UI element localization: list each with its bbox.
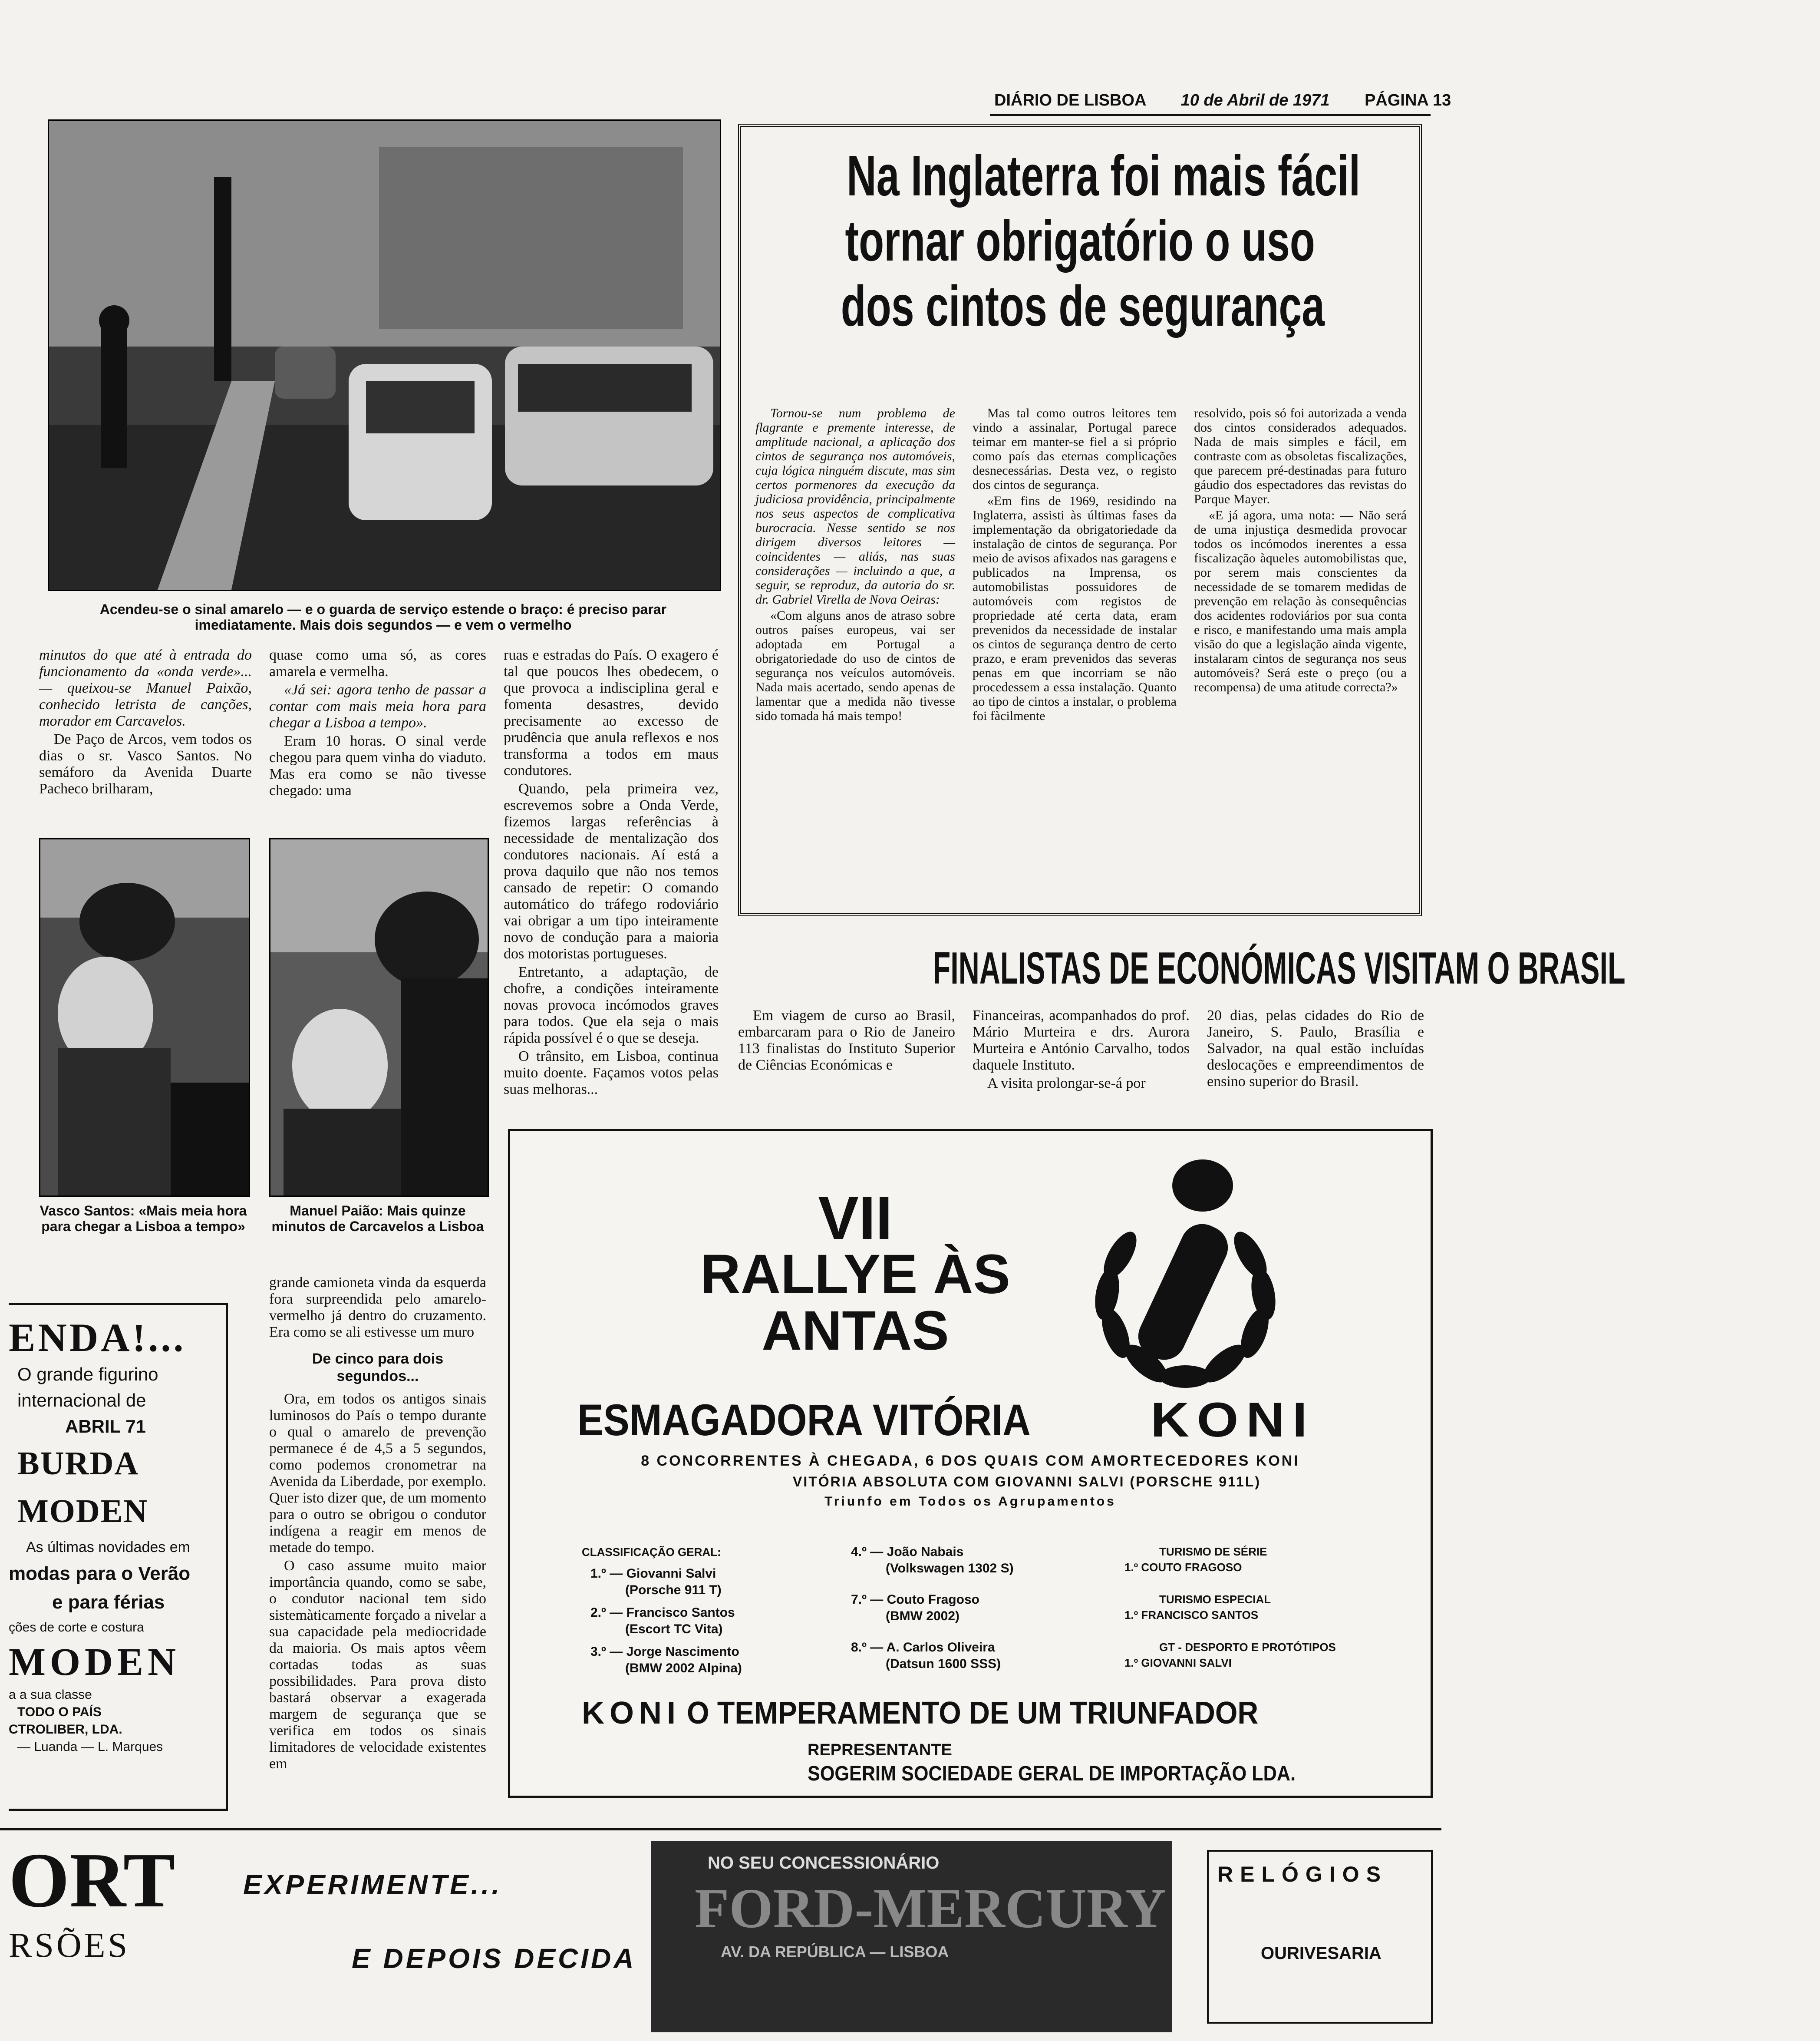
result-pos: 7.º — Couto Fragoso — [851, 1592, 979, 1607]
paragraph: Financeiras, acompanhados do prof. Mário Murteira e drs. Aurora Murteira e António Carvalho, todos daquele Instituto. — [973, 1007, 1190, 1073]
paragraph: Em viagem de curso ao Brasil, embarcaram para o Rio de Janeiro 113 finalistas do Instituto Superior de Ciências Económicas e — [738, 1007, 955, 1073]
manuel-paixao-caption: Manuel Paião: Mais quinze minutos de Carcavelos a Lisboa — [271, 1203, 484, 1234]
result-pos: 8.º — A. Carlos Oliveira — [851, 1640, 995, 1655]
koni-sub-1: 8 CONCORRENTES À CHEGADA, 6 DOS QUAIS COM AMORTECEDORES KONI — [641, 1453, 1300, 1469]
relogios-text: RELÓGIOS — [1217, 1862, 1388, 1886]
koni-classification — [582, 1544, 1363, 1683]
koni-headline-text: ESMAGADORA VITÓRIA — [577, 1395, 1031, 1445]
caption-line-1: Acendeu-se o sinal amarelo — e o guarda de serviço estende o braço: é preciso parar — [99, 601, 667, 617]
result-3 — [590, 1644, 742, 1677]
class-title: CLASSIFICAÇÃO GERAL: — [582, 1546, 721, 1559]
bottom-ad-right — [1207, 1850, 1433, 2024]
rep-name: SOGERIM SOCIEDADE GERAL DE IMPORTAÇÃO LDA. — [808, 1762, 1296, 1785]
masthead — [994, 91, 1451, 113]
traffic-photo-caption — [48, 601, 719, 633]
inglaterra-col-2 — [973, 406, 1177, 905]
subhead: De cinco para dois segundos... — [312, 1351, 444, 1384]
experimente-text: EXPERIMENTE... — [243, 1869, 502, 1900]
inglaterra-headline — [747, 143, 1413, 339]
paragraph: grande camioneta vinda da esquerda fora surpreendida pelo amarelo-vermelho já dentro do cruzamento. Era como se ali estivesse um muro — [269, 1275, 486, 1340]
result-pos: 1.º — Giovanni Salvi — [590, 1566, 716, 1581]
headline-line: Na Inglaterra foi mais fácil — [847, 144, 1361, 208]
paragraph: O caso assume muito maior importância quando, como se sabe, o condutor nacional tem sido sistemàticamente forçado a nivelar a sua capacidade pela mediocridade da maioria. Os mais aptos vêem cortadas todas as suas possibilidades. Para prova disto bastará observar a exagerada margem de segurança que se verifica em todos os sinais limitadores de velocidade existentes em — [269, 1558, 486, 1772]
ford-line-2: FORD-MERCURY — [695, 1877, 1166, 1940]
koni-title-3: ANTAS — [762, 1300, 949, 1362]
koni-slogan — [582, 1694, 1363, 1733]
caption-line-2: imediatamente. Mais dois segundos — e vem o vermelho — [195, 617, 572, 633]
result-car: (Porsche 911 T) — [625, 1583, 722, 1597]
burda-ad-line: modas para o Verão — [9, 1563, 191, 1584]
category-3 — [1124, 1639, 1336, 1671]
bottom-strip-rule — [0, 1828, 1441, 1830]
result-1 — [590, 1565, 722, 1598]
headline-line: tornar obrigatório o uso — [845, 209, 1315, 273]
manuel-paixao-photo-image — [270, 839, 488, 1196]
burda-ad-line: CTROLIBER, LDA. — [9, 1722, 122, 1737]
depois-decida-text: E DEPOIS DECIDA — [352, 1943, 636, 1974]
category-1 — [1124, 1544, 1267, 1575]
result-pos: 4.º — João Nabais — [851, 1545, 964, 1559]
article-left-col-2 — [269, 647, 486, 821]
ourivesaria-text: OURIVESARIA — [1261, 1944, 1381, 1963]
koni-subheads — [582, 1450, 1359, 1511]
traffic-photo-image — [49, 121, 720, 590]
paragraph: Mas tal como outros leitores tem vindo a assinalar, Portugal parece teimar em manter-se fiel a si próprio como país das eternas complicações desnecessárias. Desta vez, o registo dos cintos de segurança. — [973, 406, 1177, 492]
burda-ad-line: MODEN — [9, 1641, 180, 1684]
burda-ad-line: — Luanda — L. Marques — [17, 1740, 163, 1754]
article-left-col-2-continued — [269, 1275, 486, 1787]
inglaterra-col-3 — [1194, 406, 1407, 905]
result-pos: 3.º — Jorge Nascimento — [590, 1645, 739, 1659]
koni-brand-logo: KONI — [1151, 1393, 1315, 1447]
koni-sub-3: Triunfo em Todos os Agrupamentos — [824, 1494, 1116, 1509]
burda-ad-line: e para férias — [52, 1592, 165, 1613]
burda-ad-line: As últimas novidades em — [26, 1539, 190, 1556]
bottom-left-line-1: ORT — [9, 1837, 175, 1923]
burda-ad-line: ABRIL 71 — [65, 1416, 146, 1437]
paragraph: resolvido, pois só foi autorizada a venda dos cintos considerados adequados. Nada de mais simples e fácil, em contraste com as obsoletas fiscalizações, que parecem pré-destinadas para futuro gáudio dos espectadores das revistas do Parque Mayer. — [1194, 406, 1407, 506]
masthead-rule — [990, 114, 1431, 116]
paragraph: Ora, em todos os antigos sinais luminosos do País o tempo durante o qual o amarelo de prevenção permanece é de 4,5 a 5 segundos, como podemos cronometrar na Avenida da Liberdade, por exemplo. Quer isto dizer que, de um momento para o outro se obrigou o condutor indígena a reagir em menos de metade do tempo. — [269, 1391, 486, 1556]
finalistas-headline-text: FINALISTAS DE ECONÓMICAS VISITAM O BRASIL — [933, 943, 1625, 994]
paragraph: «Com alguns anos de atraso sobre outros países europeus, vai ser adoptada em Portugal a obrigatoriedade do uso de cintos de segurança nos veículos automóveis. Nada mais acertado, sendo apenas de lamentar que a medida não tivesse sido tomada há mais tempo! — [755, 608, 955, 723]
result-2 — [590, 1605, 735, 1638]
category-winner: 1.º COUTO FRAGOSO — [1124, 1561, 1242, 1574]
category-title: TURISMO DE SÉRIE — [1159, 1545, 1267, 1558]
koni-ad-title — [677, 1184, 1033, 1362]
bottom-ad-left — [9, 1837, 213, 2032]
laurel-wreath-icon — [1059, 1151, 1311, 1407]
burda-moden-ad — [9, 1303, 228, 1811]
koni-title-1: VII — [818, 1184, 893, 1252]
koni-brand-logo-2: KONI — [582, 1696, 681, 1731]
vasco-santos-caption: Vasco Santos: «Mais meia hora para chegar a Lisboa a tempo» — [40, 1203, 247, 1234]
koni-slogan-text: O TEMPERAMENTO DE UM TRIUNFADOR — [687, 1696, 1259, 1731]
paragraph: quase como uma só, as cores amarela e vermelha. — [269, 647, 486, 680]
result-car: (BMW 2002) — [886, 1609, 960, 1623]
manuel-paixao-photo — [269, 838, 489, 1197]
koni-sub-2: VITÓRIA ABSOLUTA COM GIOVANNI SALVI (PORSCHE 911L) — [792, 1474, 1261, 1489]
paragraph: O trânsito, em Lisboa, continua muito doente. Façamos votos pelas suas melhoras... — [504, 1048, 719, 1097]
result-car: (Volkswagen 1302 S) — [886, 1561, 1014, 1575]
burda-ad-line: internacional de — [17, 1390, 146, 1410]
koni-title-2: RALLYE ÀS — [700, 1243, 1010, 1305]
result-car: (Datsun 1600 SSS) — [886, 1657, 1001, 1671]
paragraph: 20 dias, pelas cidades do Rio de Janeiro, S. Paulo, Brasília e Salvador, na qual estão incluídas deslocações e empreendimentos de ensino superior do Brasil. — [1207, 1007, 1424, 1090]
result-4 — [851, 1544, 1014, 1577]
paragraph: Tornou-se num problema de flagrante e premente interesse, de amplitude nacional, a aplicação dos cintos de segurança nos automóveis, cuja lógica ninguém discute, mas sim certos pormenores da execução da judiciosa providência, principalmente nos seus aspectos de complicativa burocracia. Nesse sentido se nos dirigem diversos leitores — coincidentes — aliás, nas suas considerações — incluindo a que, a seguir, se reproduz, da autoria do sr. dr. Gabriel Virella de Nova Oeiras: — [755, 406, 955, 607]
burda-ad-line: TODO O PAÍS — [17, 1705, 102, 1719]
article-left-col-3 — [504, 647, 719, 1120]
category-title: TURISMO ESPECIAL — [1159, 1593, 1271, 1606]
paragraph: Quando, pela primeira vez, escrevemos sobre a Onda Verde, fizemos largas referências à necessidade de mentalização dos condutores nacionais. Aí está a prova daquilo que não nos temos cansado de repetir: O comando automático do tráfego rodoviário vai obrigar a um tipo inteiramente novo de condução para a maioria dos motoristas portugueses. — [504, 781, 719, 962]
category-title: GT - DESPORTO E PROTÓTIPOS — [1159, 1641, 1336, 1654]
burda-ad-line: a a sua classe — [9, 1688, 92, 1702]
masthead-paper: DIÁRIO DE LISBOA — [994, 91, 1146, 109]
masthead-date: 10 de Abril de 1971 — [1180, 91, 1330, 109]
paragraph: «E já agora, uma nota: — Não será de uma injustiça desmedida provocar todos os incómodos inerentes a essa fiscalização àqueles automobilistas que, por serem mais conscientes da necessidade de se tomarem medidas de prevenção em relação às consequências dos acidentes rodoviários por sua conta e risco, e manifestando uma mais ampla visão do que a legislação ainda vigente, instalaram cintos de segurança nos seus automóveis? Será este o preço (ou a recompensa) de uma atitude correcta?» — [1194, 508, 1407, 694]
result-car: (Escort TC Vita) — [625, 1622, 723, 1636]
traffic-photo — [48, 119, 721, 591]
vasco-santos-photo — [39, 838, 250, 1197]
paragraph: «Em fins de 1969, residindo na Inglaterra, assisti às últimas fases da implementação da obrigatoriedade da instalação de cintos de segurança. Por meio de avisos afixados nas garagens e publicados na Imprensa, os automobilistas possuidores de automóveis com registos de propriedade até certa data, eram prevenidos da necessidade de instalar os cintos de segurança dentro de certo prazo, e eram prevenidos das severas penas em que incorriam se não procedessem a essa instalação. Quanto ao tipo de cintos a instalar, o problema foi fàcilmente — [973, 494, 1177, 723]
burda-ad-line: ções de corte e costura — [9, 1620, 144, 1635]
ford-dealer-ad — [651, 1841, 1172, 2032]
headline-line: dos cintos de segurança — [841, 274, 1325, 338]
burda-ad-line: O grande figurino — [17, 1364, 158, 1384]
paragraph: Eram 10 horas. O sinal verde chegou para quem vinha do viaduto. Mas era como se não tivesse chegado: uma — [269, 733, 486, 799]
paragraph: De Paço de Arcos, vem todos os dias o sr. Vasco Santos. No semáforo da Avenida Duarte Pacheco brilharam, — [39, 731, 252, 797]
ford-line-3: AV. DA REPÚBLICA — LISBOA — [721, 1943, 949, 1961]
finalistas-col-1 — [738, 1007, 955, 1116]
finalistas-col-3 — [1207, 1007, 1424, 1116]
category-winner: 1.º GIOVANNI SALVI — [1124, 1656, 1232, 1669]
finalistas-col-2 — [973, 1007, 1190, 1116]
inglaterra-col-1 — [755, 406, 955, 905]
finalistas-headline — [738, 942, 1625, 994]
bottom-left-line-2: RSÕES — [9, 1926, 130, 1965]
ford-line-1: NO SEU CONCESSIONÁRIO — [708, 1853, 940, 1873]
paragraph: minutos do que até à entrada do funcionamento da «onda verde»... — queixou-se Manuel Paixão, conhecido letrista de canções, morador em Carcavelos. — [39, 647, 252, 729]
result-5 — [851, 1592, 979, 1625]
vasco-santos-photo-image — [40, 839, 249, 1196]
koni-headline — [577, 1394, 1359, 1446]
burda-ad-line: BURDA MODEN — [17, 1445, 148, 1529]
category-winner: 1.º FRANCISCO SANTOS — [1124, 1608, 1259, 1622]
paragraph: ruas e estradas do País. O exagero é tal que poucos lhes obedecem, o que provoca a indisciplina geral e fomenta desastres, devido precisamente ao excesso de prudência que anula reflexos e nos transforma a todos em maus condutores. — [504, 647, 719, 779]
category-2 — [1124, 1592, 1271, 1623]
masthead-page: PÁGINA 13 — [1365, 91, 1451, 109]
rep-label: REPRESENTANTE — [808, 1741, 952, 1759]
paragraph: A visita prolongar-se-á por — [987, 1075, 1146, 1091]
article-left-col-1 — [39, 647, 252, 821]
koni-representative — [808, 1739, 1363, 1787]
result-car: (BMW 2002 Alpina) — [625, 1661, 742, 1675]
bottom-ad-middle — [243, 1867, 677, 1976]
result-pos: 2.º — Francisco Santos — [590, 1605, 735, 1620]
paragraph: Entretanto, a adaptação, de chofre, a condições inteiramente novas provoca incómodos graves para todos. Que ela seja o mais rápida possível é o que se deseja. — [504, 964, 719, 1046]
burda-ad-line: ENDA!... — [9, 1315, 186, 1360]
result-6 — [851, 1639, 1001, 1672]
paragraph: «Já sei: agora tenho de passar a contar com mais meia hora para chegar a Lisboa a tempo». — [269, 682, 486, 731]
